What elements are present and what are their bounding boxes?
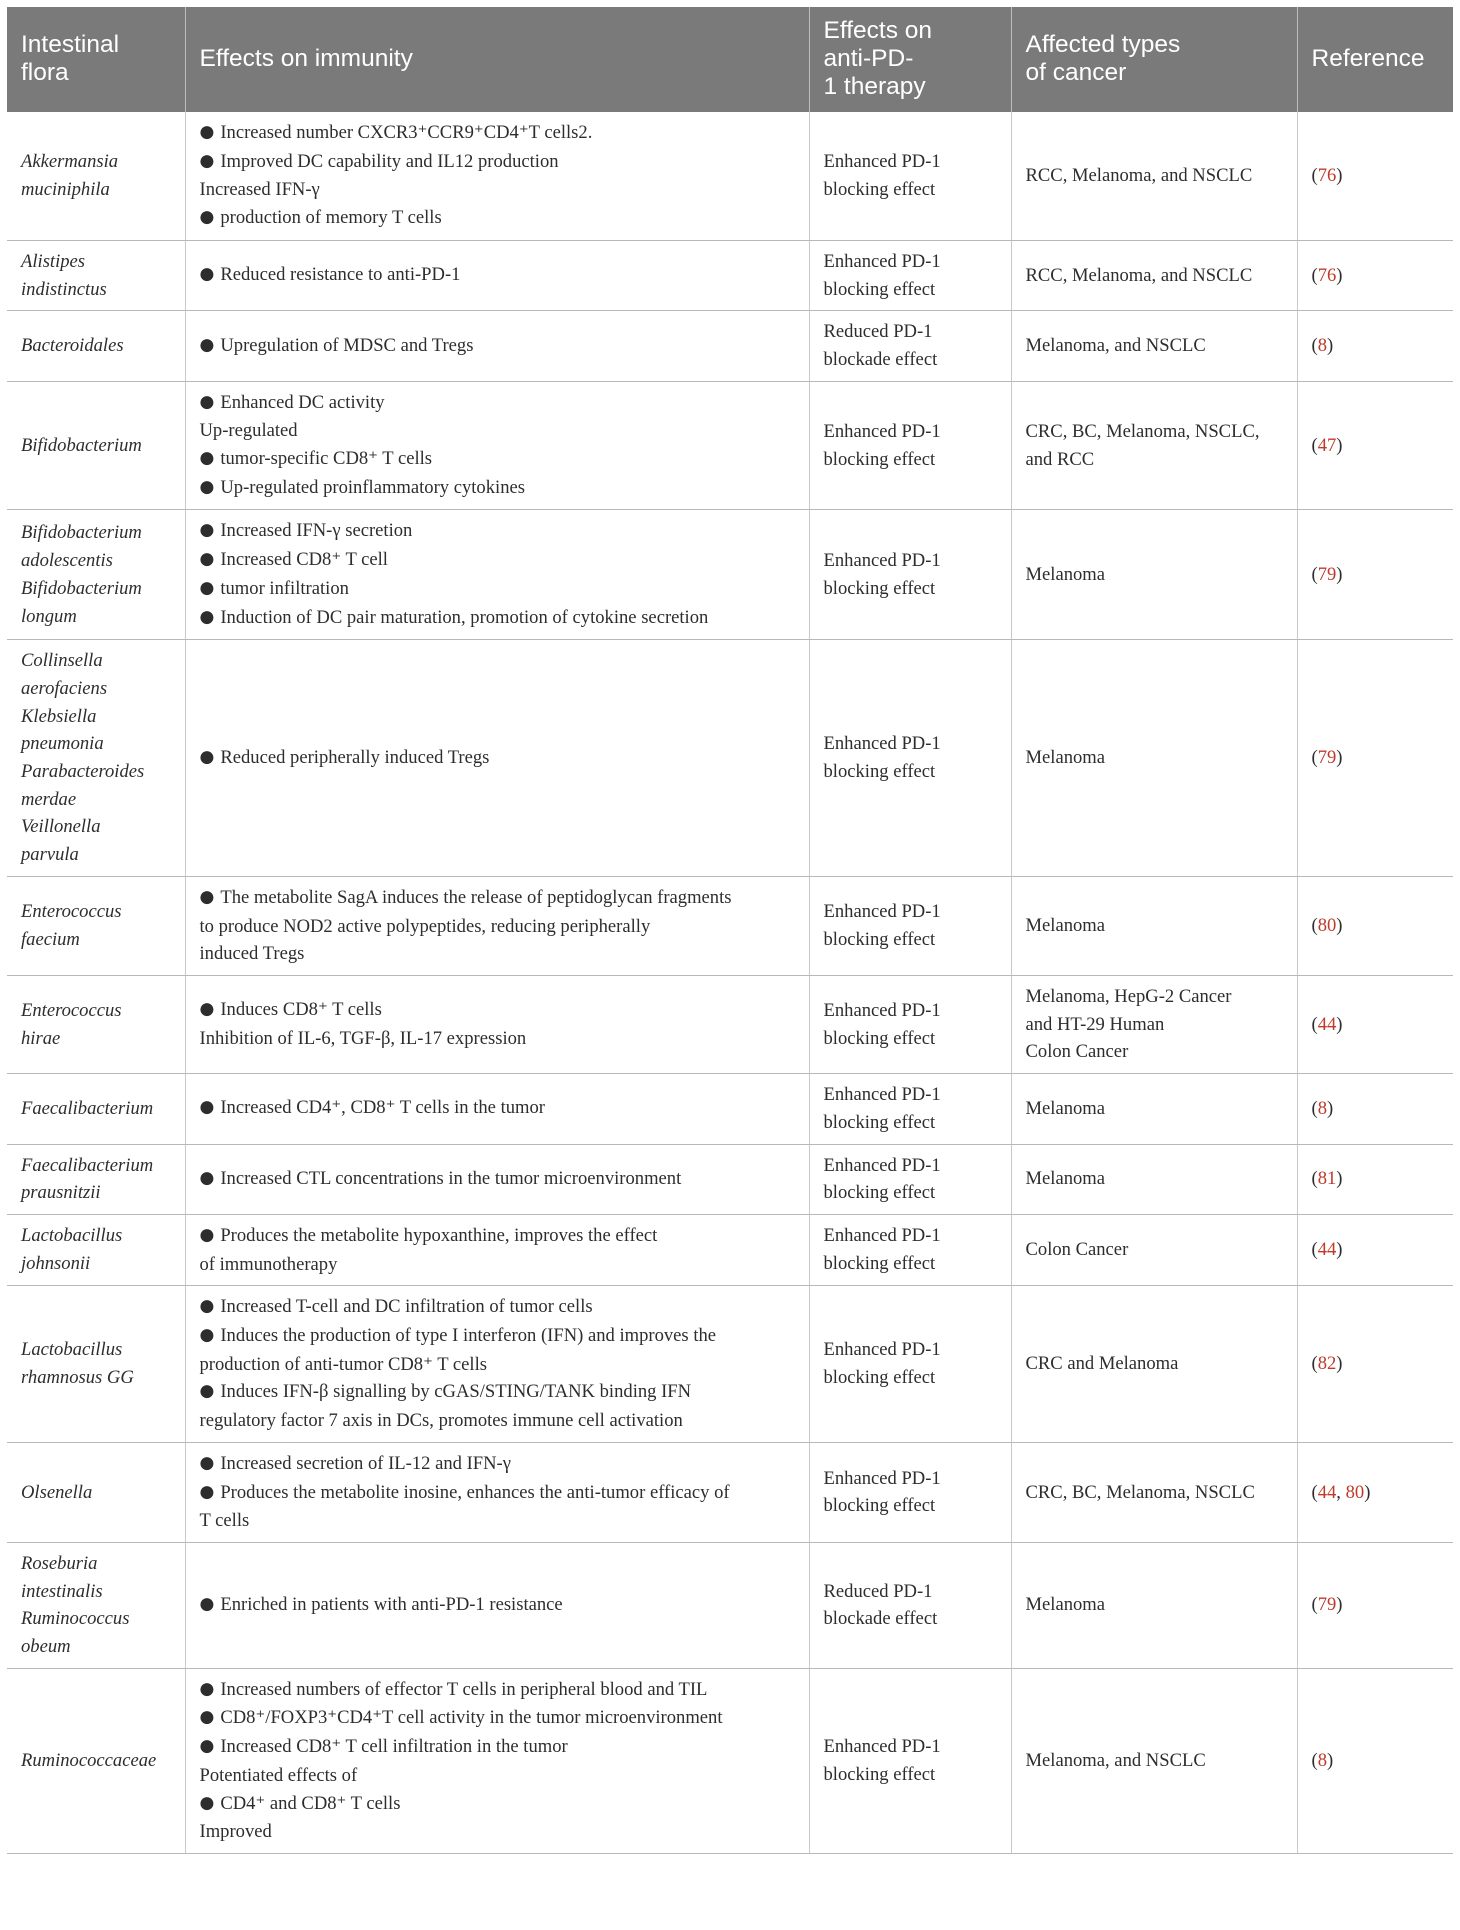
flora-cell: Bifidobacterium adolescentis Bifidobacterium longum xyxy=(7,510,185,640)
effect-line: Potentiated effects of xyxy=(199,1764,358,1786)
table-row xyxy=(7,311,1453,381)
reference-cell: (8) xyxy=(1297,1668,1453,1853)
flora-cell: Collinsella aerofaciens Klebsiella pneumonia Parabacteroides merdae Veillonella parvula xyxy=(7,640,185,877)
header-intestinal-flora: Intestinal flora xyxy=(7,7,185,112)
effect-line: induced Tregs xyxy=(199,943,305,965)
effect-line: ● CD4⁺ and CD8⁺ T cells xyxy=(200,1790,797,1819)
effect-line: ● Increased IFN-γ secretion xyxy=(200,517,797,546)
effect-line: ● Produces the metabolite hypoxanthine, improves the effect xyxy=(200,1222,797,1251)
immunity-effects-cell xyxy=(185,1074,809,1144)
effect-line: ● Induces the production of type I interferon (IFN) and improves the xyxy=(200,1322,797,1351)
reference-link[interactable]: 79 xyxy=(1317,1594,1337,1616)
reference-link[interactable]: 8 xyxy=(1317,1097,1327,1119)
intestinal-flora-table xyxy=(7,7,1453,1854)
effect-line: ● CD8⁺/FOXP3⁺CD4⁺T cell activity in the tumor microenvironment xyxy=(200,1704,797,1733)
effect-line: ● Reduced resistance to anti-PD-1 xyxy=(200,261,797,290)
immunity-effects-cell xyxy=(185,1214,809,1285)
reference-cell: (76) xyxy=(1297,240,1453,310)
cancer-types-cell: Melanoma xyxy=(1011,1074,1297,1144)
effect-line: ● Increased CD8⁺ T cell infiltration in the tumor xyxy=(200,1733,797,1762)
immunity-effects-cell xyxy=(185,1542,809,1668)
reference-cell: (47) xyxy=(1297,381,1453,510)
effect-line: Increased IFN-γ xyxy=(199,179,320,201)
cancer-types-cell: RCC, Melanoma, and NSCLC xyxy=(1011,112,1297,240)
table-row xyxy=(7,112,1453,240)
therapy-effect-cell: Enhanced PD-1 blocking effect xyxy=(809,1286,1011,1443)
table-header xyxy=(7,7,1453,112)
cancer-types-cell: Melanoma, HepG-2 Cancer and HT-29 Human Colon Cancer xyxy=(1011,975,1297,1073)
effect-line: ● Enriched in patients with anti-PD-1 resistance xyxy=(200,1591,797,1620)
table-row xyxy=(7,1144,1453,1214)
flora-cell: Alistipes indistinctus xyxy=(7,240,185,310)
table-row xyxy=(7,1074,1453,1144)
cancer-types-cell: RCC, Melanoma, and NSCLC xyxy=(1011,240,1297,310)
reference-link[interactable]: 79 xyxy=(1317,747,1337,769)
table-row xyxy=(7,510,1453,640)
table-row xyxy=(7,381,1453,510)
effect-line: Improved xyxy=(199,1821,272,1843)
reference-link[interactable]: 76 xyxy=(1317,264,1337,286)
table-row xyxy=(7,1286,1453,1443)
effect-line: ● Increased T-cell and DC infiltration of tumor cells xyxy=(200,1293,797,1322)
effect-line: ● Induces IFN-β signalling by cGAS/STING/TANK binding IFN xyxy=(200,1378,797,1407)
therapy-effect-cell: Enhanced PD-1 blocking effect xyxy=(809,381,1011,510)
flora-cell: Akkermansia muciniphila xyxy=(7,112,185,240)
flora-cell: Faecalibacterium prausnitzii xyxy=(7,1144,185,1214)
immunity-effects-cell xyxy=(185,510,809,640)
cancer-types-cell: Melanoma xyxy=(1011,1144,1297,1214)
immunity-effects-cell xyxy=(185,876,809,975)
effect-line: ● tumor infiltration xyxy=(200,575,797,604)
reference-cell: (79) xyxy=(1297,640,1453,877)
effect-line: ● Upregulation of MDSC and Tregs xyxy=(200,332,797,361)
immunity-effects-cell xyxy=(185,1668,809,1853)
header-effects-on-immunity: Effects on immunity xyxy=(185,7,809,112)
table-row xyxy=(7,876,1453,975)
effect-line: ● Increased CTL concentrations in the tumor microenvironment xyxy=(200,1165,797,1194)
effect-line: production of anti-tumor CD8⁺ T cells xyxy=(199,1353,487,1375)
table-row xyxy=(7,1542,1453,1668)
reference-cell: (82) xyxy=(1297,1286,1453,1443)
reference-link[interactable]: 8 xyxy=(1317,1750,1327,1771)
cancer-types-cell: Melanoma xyxy=(1011,1542,1297,1668)
effect-line: ● Improved DC capability and IL12 production xyxy=(200,148,797,177)
effect-line: ● Enhanced DC activity xyxy=(200,389,797,418)
reference-link[interactable]: 44 xyxy=(1317,1239,1337,1261)
effect-line: ● tumor-specific CD8⁺ T cells xyxy=(200,445,797,474)
reference-cell: (79) xyxy=(1297,510,1453,640)
header-affected-cancers: Affected types of cancer xyxy=(1011,7,1297,112)
table-row xyxy=(7,975,1453,1073)
flora-cell: Enterococcus faecium xyxy=(7,876,185,975)
cancer-types-cell: Melanoma, and NSCLC xyxy=(1011,1668,1297,1853)
reference-link[interactable]: 81 xyxy=(1317,1168,1337,1190)
reference-cell: (44) xyxy=(1297,975,1453,1073)
cancer-types-cell: Melanoma xyxy=(1011,510,1297,640)
table-row xyxy=(7,1668,1453,1853)
immunity-effects-cell xyxy=(185,381,809,510)
flora-cell: Faecalibacterium xyxy=(7,1074,185,1144)
reference-link[interactable]: 44 xyxy=(1317,1013,1337,1035)
immunity-effects-cell xyxy=(185,240,809,310)
reference-cell: (44) xyxy=(1297,1214,1453,1285)
flora-cell: Ruminococcaceae xyxy=(7,1668,185,1853)
effect-line: of immunotherapy xyxy=(199,1253,338,1275)
effect-line: ● production of memory T cells xyxy=(200,204,797,233)
effect-line: T cells xyxy=(199,1510,250,1532)
flora-cell: Lactobacillus rhamnosus GG xyxy=(7,1286,185,1443)
immunity-effects-cell xyxy=(185,1286,809,1443)
table-body xyxy=(7,112,1453,1853)
reference-cell: (79) xyxy=(1297,1542,1453,1668)
therapy-effect-cell: Enhanced PD-1 blocking effect xyxy=(809,1074,1011,1144)
therapy-effect-cell: Enhanced PD-1 blocking effect xyxy=(809,975,1011,1073)
cancer-types-cell: Melanoma, and NSCLC xyxy=(1011,311,1297,381)
immunity-effects-cell xyxy=(185,1144,809,1214)
effect-line: ● Increased numbers of effector T cells in peripheral blood and TIL xyxy=(200,1676,797,1705)
reference-link[interactable]: 82 xyxy=(1317,1353,1337,1375)
reference-link[interactable]: 47 xyxy=(1317,434,1337,456)
cancer-types-cell: CRC, BC, Melanoma, NSCLC, and RCC xyxy=(1011,381,1297,510)
reference-cell: (80) xyxy=(1297,876,1453,975)
immunity-effects-cell xyxy=(185,640,809,877)
effect-line: ● Increased secretion of IL-12 and IFN-γ xyxy=(200,1450,797,1479)
therapy-effect-cell: Enhanced PD-1 blocking effect xyxy=(809,1214,1011,1285)
therapy-effect-cell: Enhanced PD-1 blocking effect xyxy=(809,1144,1011,1214)
header-effects-on-therapy: Effects on anti-PD- 1 therapy xyxy=(809,7,1011,112)
therapy-effect-cell: Enhanced PD-1 blocking effect xyxy=(809,1668,1011,1853)
table-row xyxy=(7,640,1453,877)
therapy-effect-cell: Reduced PD-1 blockade effect xyxy=(809,311,1011,381)
immunity-effects-cell xyxy=(185,112,809,240)
immunity-effects-cell xyxy=(185,1442,809,1542)
flora-cell: Bacteroidales xyxy=(7,311,185,381)
reference-link[interactable]: 80 xyxy=(1317,915,1337,937)
effect-line: ● The metabolite SagA induces the release of peptidoglycan fragments xyxy=(200,884,797,913)
cancer-types-cell: Melanoma xyxy=(1011,640,1297,877)
immunity-effects-cell xyxy=(185,975,809,1073)
flora-cell: Bifidobacterium xyxy=(7,381,185,510)
therapy-effect-cell: Enhanced PD-1 blocking effect xyxy=(809,876,1011,975)
flora-cell: Olsenella xyxy=(7,1442,185,1542)
effect-line: regulatory factor 7 axis in DCs, promotes immune cell activation xyxy=(199,1410,683,1432)
effect-line: ● Produces the metabolite inosine, enhances the anti-tumor efficacy of xyxy=(200,1479,797,1508)
effect-line: Inhibition of IL-6, TGF-β, IL-17 expression xyxy=(199,1028,527,1050)
flora-cell: Roseburia intestinalis Ruminococcus obeum xyxy=(7,1542,185,1668)
effect-line: ● Increased CD4⁺, CD8⁺ T cells in the tumor xyxy=(200,1094,797,1123)
reference-cell: (8) xyxy=(1297,1074,1453,1144)
cancer-types-cell: CRC, BC, Melanoma, NSCLC xyxy=(1011,1442,1297,1542)
reference-cell: (44, 80) xyxy=(1297,1442,1453,1542)
flora-cell: Enterococcus hirae xyxy=(7,975,185,1073)
therapy-effect-cell: Enhanced PD-1 blocking effect xyxy=(809,240,1011,310)
header-row xyxy=(7,7,1453,112)
cancer-types-cell: Colon Cancer xyxy=(1011,1214,1297,1285)
reference-link[interactable]: 80 xyxy=(1345,1481,1365,1503)
table-row xyxy=(7,1214,1453,1285)
flora-cell: Lactobacillus johnsonii xyxy=(7,1214,185,1285)
effect-line: ● Reduced peripherally induced Tregs xyxy=(200,744,797,773)
therapy-effect-cell: Enhanced PD-1 blocking effect xyxy=(809,112,1011,240)
effect-line: ● Increased CD8⁺ T cell xyxy=(200,546,797,575)
immunity-effects-cell xyxy=(185,311,809,381)
reference-link[interactable]: 79 xyxy=(1317,563,1337,585)
reference-link[interactable]: 44 xyxy=(1317,1481,1337,1503)
effect-line: to produce NOD2 active polypeptides, reducing peripherally xyxy=(199,915,651,937)
effect-line: ● Up-regulated proinflammatory cytokines xyxy=(200,474,797,503)
table-row xyxy=(7,1442,1453,1542)
reference-cell: (8) xyxy=(1297,311,1453,381)
therapy-effect-cell: Enhanced PD-1 blocking effect xyxy=(809,510,1011,640)
reference-link[interactable]: 8 xyxy=(1317,335,1327,357)
therapy-effect-cell: Enhanced PD-1 blocking effect xyxy=(809,1442,1011,1542)
table-row xyxy=(7,240,1453,310)
reference-link[interactable]: 76 xyxy=(1317,165,1337,187)
effect-line: Up-regulated xyxy=(199,420,298,442)
therapy-effect-cell: Enhanced PD-1 blocking effect xyxy=(809,640,1011,877)
header-reference: Reference xyxy=(1297,7,1453,112)
effect-line: ● Induces CD8⁺ T cells xyxy=(200,996,797,1025)
therapy-effect-cell: Reduced PD-1 blockade effect xyxy=(809,1542,1011,1668)
cancer-types-cell: Melanoma xyxy=(1011,876,1297,975)
cancer-types-cell: CRC and Melanoma xyxy=(1011,1286,1297,1443)
reference-cell: (81) xyxy=(1297,1144,1453,1214)
reference-cell: (76) xyxy=(1297,112,1453,240)
effect-line: ● Increased number CXCR3⁺CCR9⁺CD4⁺T cells2. xyxy=(200,119,797,148)
effect-line: ● Induction of DC pair maturation, promotion of cytokine secretion xyxy=(200,604,797,633)
